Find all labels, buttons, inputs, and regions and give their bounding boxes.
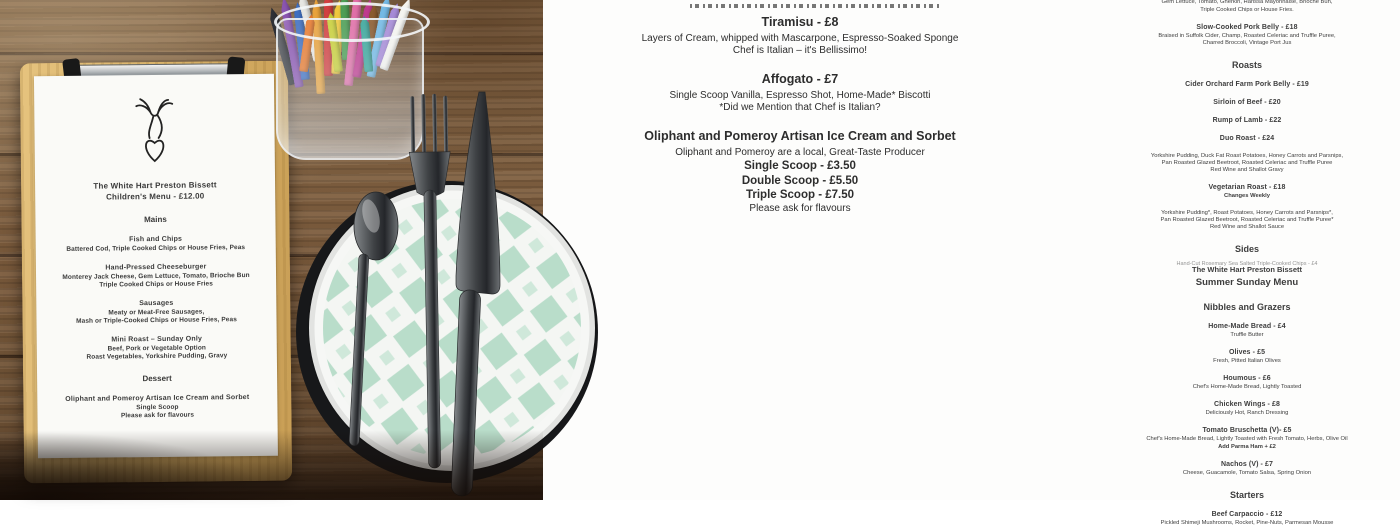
children-menu-lines [35,214,277,421]
sunday-page-1 [1100,0,1394,265]
menu-note: Add Parma Ham + £2 [1218,444,1276,450]
menu-item-desc: Red Wine and Shallot Sauce [1209,224,1285,230]
menu-item-desc: Monterey Jack Cheese, Gem Lettuce, Tomato, Brioche Bun [62,272,250,281]
stag-logo-icon [124,97,185,166]
menu-item-desc: Chef's Home-Made Bread, Lightly Toasted [1192,384,1302,390]
menu-item-desc: Please ask for flavours [120,411,195,420]
menu-item-name: Vegetarian Roast - £18 [1208,184,1286,191]
menu-section-heading: Dessert [142,373,172,384]
menu-item-name: Olives - £5 [1228,349,1266,356]
menu-item-desc: Truffle Butter [1230,332,1264,338]
menu-item-desc: Charred Broccoli, Vintage Port Jus [1202,40,1292,46]
menu-item-name: Tiramisu - £8 [761,15,839,29]
page-title: The White Hart Preston Bissett [1191,265,1303,274]
menu-item-name: Hand-Pressed Cheeseburger [105,263,207,272]
menu-note: Changes Weekly [1224,193,1270,199]
menu-clipboard [20,61,292,484]
menu-item-name: Tomato Bruschetta (V)- £5 [1202,427,1292,434]
menu-item-desc: Single Scoop Vanilla, Espresso Shot, Home-Made* Biscotti [669,90,931,101]
sunday-page-2-lines [1100,302,1394,527]
clipped-text-remnant [690,4,942,8]
menu-item-name: Home-Made Bread - £4 [1208,323,1286,330]
menu-item-desc: Cheese, Guacamole, Tomato Salsa, Spring Onion [1182,470,1312,476]
menu-price-line: Double Scoop - £5.50 [741,174,859,187]
menu-section-heading: Nibbles and Grazers [1203,302,1291,312]
menu-price-line: Triple Scoop - £7.50 [745,189,854,201]
children-menu-title: The White Hart Preston Bissett [93,180,217,191]
menu-item-name: Sirloin of Beef - £20 [1213,99,1281,106]
menu-item-name: Affogato - £7 [761,72,839,86]
menu-item-desc: Chef is Italian – it's Bellissimo! [732,45,868,56]
menu-item-name: Slow-Cooked Pork Belly - £18 [1196,24,1298,31]
menu-item-desc: Meaty or Meat-Free Sausages, [108,308,205,317]
menu-item-desc: Single Scoop [136,403,179,412]
menu-section-heading: Roasts [1231,60,1262,70]
table-photo [0,0,543,500]
plastic-cup-rim [274,2,430,42]
menu-item-desc: Triple Cooked Chips or House Fries [99,280,213,289]
menu-item-name: Beef Carpaccio - £12 [1211,511,1283,518]
menu-item-desc: *Did we Mention that Chef is Italian? [719,102,881,113]
menu-item-desc: Mash or Triple-Cooked Chips or House Fries, Peas [76,316,237,325]
children-menu-subtitle: Children's Menu - £12.00 [106,191,205,202]
menu-item-desc: Roast Vegetables, Yorkshire Pudding, Gravy [86,352,228,361]
menu-item-desc: Yorkshire Pudding, Duck Fat Roast Potatoes, Honey Carrots and Parsnips, [1150,153,1344,159]
menu-item-desc: Chef's Home-Made Bread, Lightly Toasted with Fresh Tomato, Herbs, Olive Oil [1146,436,1348,442]
clipped-menu-line: Gem Lettuce, Tomato, Gherkin, Harissa Mayonnaise, Brioche Bun, [1161,0,1333,5]
menu-section-heading: Sides [1234,244,1259,254]
menu-item-desc: Deliciously Hot, Ranch Dressing [1205,410,1289,416]
menu-item-desc: Pickled Shimeji Mushrooms, Rocket, Pine-Nuts, Parmesan Mousse [1160,520,1334,526]
menu-item-name: Cider Orchard Farm Pork Belly - £19 [1185,81,1309,88]
sunday-menu-pages [1100,0,1394,527]
menu-item-name: Nachos (V) - £7 [1220,461,1274,468]
menu-item-desc: Beef, Pork or Vegetable Option [107,344,207,353]
table-edge-shadow [0,430,543,500]
menu-item-desc: Battered Cod, Triple Cooked Chips or House Fries, Peas [66,244,246,253]
page-subtitle: Summer Sunday Menu [1195,277,1299,288]
menu-item-desc: Layers of Cream, whipped with Mascarpone, Espresso-Soaked Sponge [641,33,959,44]
menu-item-name: Chicken Wings - £8 [1214,401,1280,408]
desserts-lines [543,15,1057,215]
menu-item-desc: Pan Roasted Glazed Beetroot, Roasted Celeriac and Truffle Puree [1161,160,1333,166]
menu-section-heading: Starters [1229,490,1265,500]
menu-section-heading: Mains [144,214,167,225]
menu-item-desc: Oliphant and Pomeroy are a local, Great-Taste Producer [675,147,925,158]
menu-price-line: Single Scoop - £3.50 [744,160,856,172]
menu-item-name: Mini Roast – Sunday Only [111,335,203,344]
sunday-page-2 [1100,265,1394,527]
menu-item-desc: Pan Roasted Glazed Beetroot, Roasted Celeriac and Truffle Puree* [1160,217,1334,223]
menu-item-desc: Triple Cooked Chips or House Fries. [1200,7,1294,13]
clipped-menu-line: Hand-Cut Rosemary Sea Salted Triple-Cooked Chips - £4 [1176,261,1318,267]
menu-item-desc: Braised in Suffolk Cider, Champ, Roasted Celeriac and Truffle Puree, [1158,33,1336,39]
menu-item-desc: Red Wine and Shallot Gravy [1210,167,1284,173]
menu-item-desc: Fresh, Pitted Italian Olives [1213,358,1281,364]
menu-item-name: Rump of Lamb - £22 [1212,117,1282,124]
menu-item-desc: Please ask for flavours [749,202,851,214]
menu-item-desc: Yorkshire Pudding*, Roast Potatoes, Honey Carrots and Parsnips*, [1161,210,1333,216]
menu-item-name: Sausages [139,299,174,308]
children-menu-paper [34,74,278,458]
menu-item-name: Fish and Chips [129,235,183,244]
menu-item-name: Duo Roast - £24 [1219,135,1275,142]
menu-item-name: Houmous - £6 [1223,375,1271,382]
menu-item-name: Oliphant and Pomeroy Artisan Ice Cream and Sorbet [65,394,250,403]
desserts-page [543,0,1057,215]
menu-item-name: Oliphant and Pomeroy Artisan Ice Cream and Sorbet [644,129,956,143]
